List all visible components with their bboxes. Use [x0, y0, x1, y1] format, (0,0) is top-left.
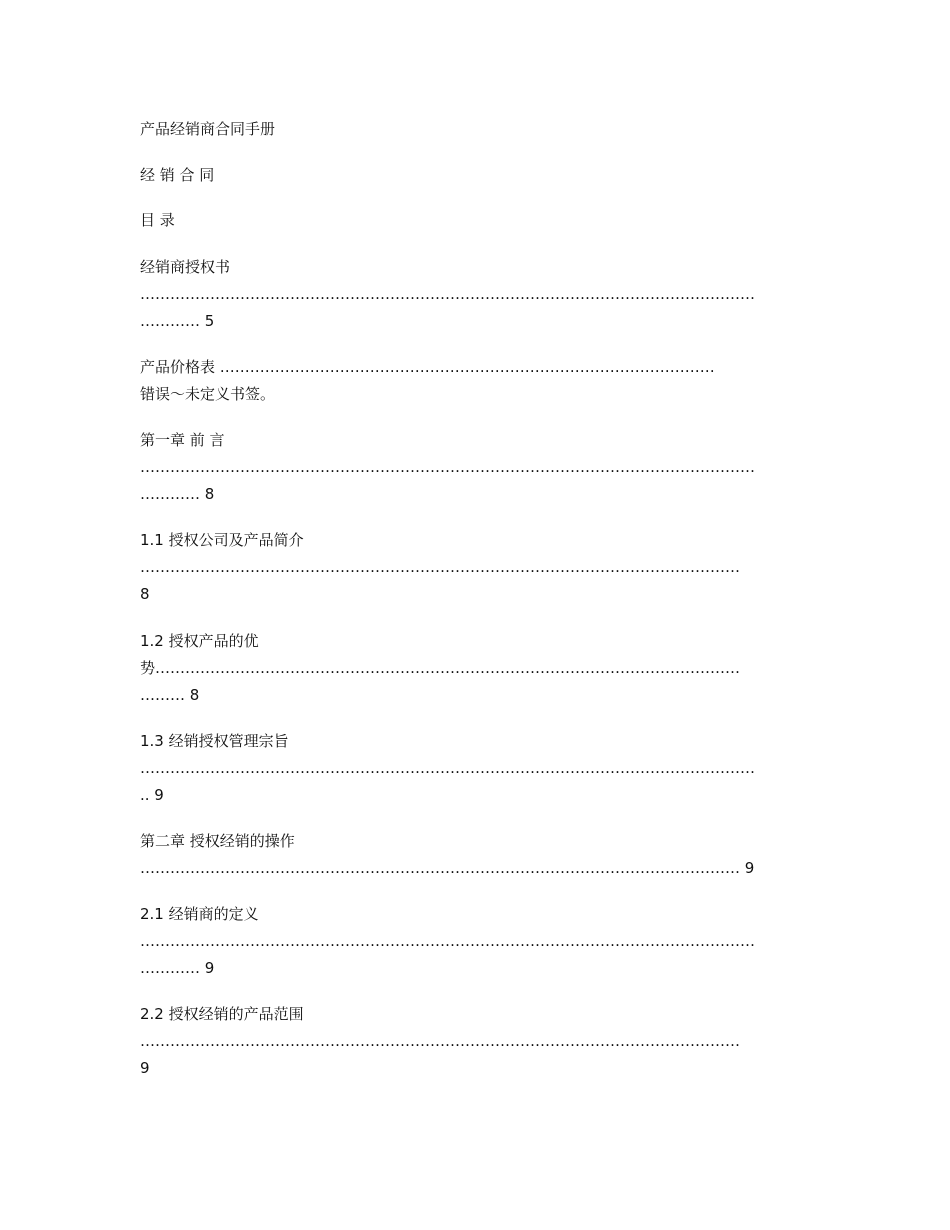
toc-entry-1-3: [140, 728, 830, 809]
toc-entry-price-list: [140, 354, 830, 408]
toc-error-line: 错误～未定义书签。: [140, 385, 276, 403]
toc-leader-line: 势………………………………………………………………………………………………………: [140, 659, 741, 677]
toc-page-line: .. 9: [140, 786, 164, 804]
toc-entry-line: 第一章 前 言: [140, 431, 225, 449]
toc-entry-2-2: [140, 1001, 830, 1082]
toc-leader-line: ………………………………………………………………………………………………………… 9: [140, 859, 755, 877]
toc-page-line: 8: [140, 585, 150, 603]
toc-page-line: ……… 8: [140, 686, 200, 704]
toc-leader-line: …………………………………………………………………………………………………………: [140, 1032, 740, 1050]
toc-heading-text: 目 录: [140, 211, 175, 229]
toc-page-line: ………… 5: [140, 312, 215, 330]
toc-leader-line: ……………………………………………………………………………………………………………: [140, 285, 755, 303]
toc-entry-line: 1.2 授权产品的优: [140, 632, 259, 650]
toc-entry-authorization-letter: [140, 254, 830, 335]
toc-leader-line: ……………………………………………………………………………………………………………: [140, 759, 755, 777]
contract-heading: [140, 162, 830, 189]
toc-entry-1-2: [140, 628, 830, 709]
toc-entry-line: 产品价格表 ………………………………………………………………………………………: [140, 358, 715, 376]
toc-page-line: ………… 9: [140, 959, 215, 977]
toc-leader-line: ……………………………………………………………………………………………………………: [140, 932, 755, 950]
toc-entry-chapter-1: [140, 427, 830, 508]
document-title: [140, 116, 830, 143]
toc-entry-line: 1.1 授权公司及产品简介: [140, 531, 304, 549]
toc-entry-line: 2.2 授权经销的产品范围: [140, 1005, 304, 1023]
toc-entry-chapter-2: [140, 828, 830, 882]
toc-leader-line: …………………………………………………………………………………………………………: [140, 558, 740, 576]
toc-entry-line: 经销商授权书: [140, 258, 231, 276]
toc-entry-line: 第二章 授权经销的操作: [140, 832, 295, 850]
title-text: 产品经销商合同手册: [140, 120, 276, 138]
toc-entry-1-1: [140, 527, 830, 608]
toc-entry-line: 1.3 经销授权管理宗旨: [140, 732, 289, 750]
toc-page-line: ………… 8: [140, 485, 215, 503]
toc-entry-line: 2.1 经销商的定义: [140, 905, 259, 923]
toc-page-line: 9: [140, 1059, 150, 1077]
toc-leader-line: ……………………………………………………………………………………………………………: [140, 458, 755, 476]
toc-heading: [140, 207, 830, 234]
toc-entry-2-1: [140, 901, 830, 982]
contract-heading-text: 经 销 合 同: [140, 166, 215, 184]
